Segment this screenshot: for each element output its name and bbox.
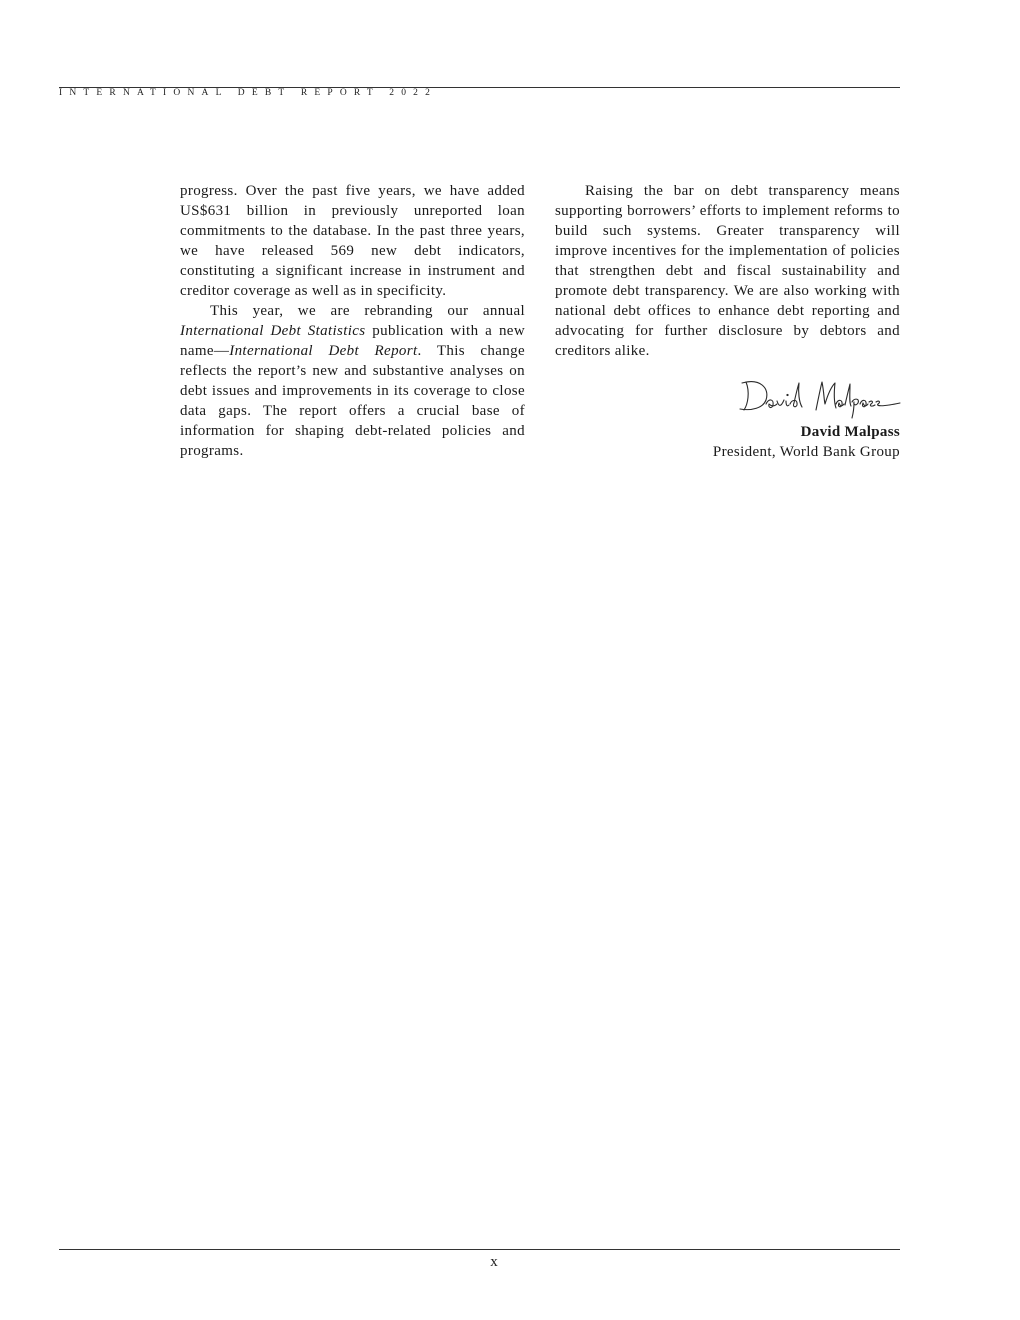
page-number: x [490, 1254, 498, 1270]
running-header: INTERNATIONAL DEBT REPORT 2022 [59, 88, 438, 98]
paragraph-text: This year, we are rebranding our annual [210, 303, 525, 319]
publication-title-old: International Debt Statistics [180, 323, 366, 339]
handwritten-signature [736, 374, 902, 420]
signer-name: David Malpass [800, 424, 900, 440]
left-text-column [180, 181, 525, 461]
signer-title: President, World Bank Group [712, 444, 900, 460]
right-text-column [555, 181, 900, 361]
paragraph: progress. Over the past five years, we have added US$631 billion in previously unreported loan commitments to the database. In the past three years, we have released 569 new debt indicators, constituting a significant increase in instrument and creditor coverage as well as in specificity. [180, 183, 525, 299]
paragraph [180, 301, 525, 461]
paragraph-text: publication with a new name— [180, 323, 526, 359]
paragraph: Raising the bar on debt transparency means supporting borrowers’ efforts to implement reforms to build such systems. Greater transparency will improve incentives for the implementation of policies that strengthen debt and fiscal sustainability and promote debt transparency. We are also working with national debt offices to enhance debt reporting and advocating for further disclosure by debtors and creditors alike. [555, 183, 900, 359]
footer-rule [59, 1249, 900, 1250]
paragraph-text: . This change reflects the report’s new and substantive analyses on debt issues and improvements in its coverage to close data gaps. The report offers a crucial base of information for shaping debt-related policies and programs. [180, 343, 525, 459]
publication-title-new: International Debt Report [229, 343, 418, 359]
